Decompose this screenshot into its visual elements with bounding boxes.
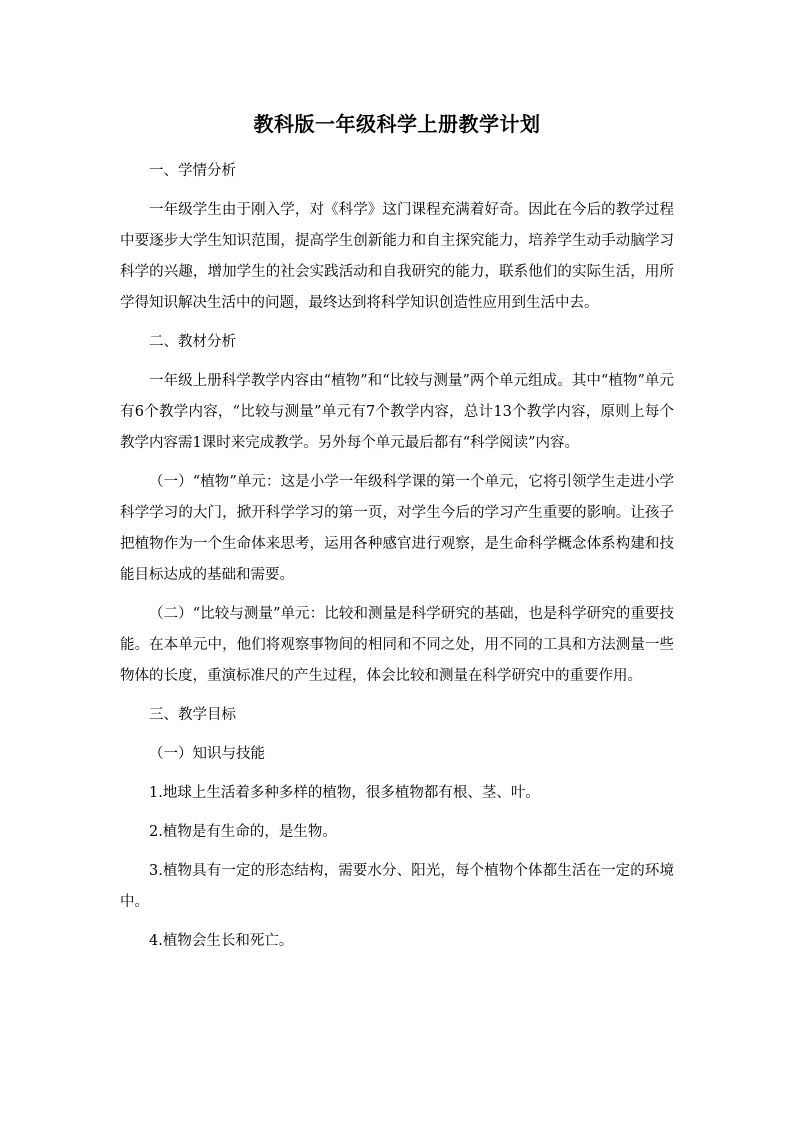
list-item: 4.植物会生长和死亡。 bbox=[149, 933, 294, 949]
paragraph-learner-analysis: 一年级学生由于刚入学，对《科学》这门课程充满着好奇。因此在今后的教学过程中要逐步大学生知识范围，提高学生创新能力和自主探究能力，培养学生动手动脑学习科学的兴趣，增加学生的社会实践活动和自我研究的能力，联系他们的实际生活，用所学得知识解决生活中的问题，最终达到将科学知识创造性应用到生活中去。 bbox=[120, 202, 674, 311]
paragraph-measurement-unit: （二）“比较与测量”单元：比较和测量是科学研究的基础，也是科学研究的重要技能。在本单元中，他们将观察事物间的相同和不同之处，用不同的工具和方法测量一些物体的长度，重演标准尺的产生过程，体会比较和测量在科学研究中的重要作用。 bbox=[120, 606, 674, 684]
list-item: 2.植物是有生命的，是生物。 bbox=[149, 824, 337, 840]
section-heading-textbook-analysis: 二、教材分析 bbox=[149, 334, 236, 350]
document-content bbox=[120, 106, 674, 965]
paragraph-plants-unit: （一）“植物”单元：这是小学一年级科学课的第一个单元，它将引领学生走进小学科学学习的大门，掀开科学学习的第一页，对学生今后的学习产生重要的影响。让孩子把植物作为一个生命体来思考，运用各种感官进行观察，是生命科学概念体系构建和技能目标达成的基础和需要。 bbox=[120, 474, 674, 583]
subsection-heading-knowledge-skills: （一）知识与技能 bbox=[149, 746, 265, 762]
section-heading-learner-analysis: 一、学情分析 bbox=[149, 163, 236, 179]
document-title: 教科版一年级科学上册教学计划 bbox=[253, 112, 541, 136]
list-item: 3.植物具有一定的形态结构，需要水分、阳光，每个植物个体都生活在一定的环境中。 bbox=[120, 863, 674, 910]
paragraph-textbook-overview: 一年级上册科学教学内容由“植物”和“比较与测量”两个单元组成。其中“植物”单元有6个教学内容，“比较与测量”单元有7个教学内容，总计13个教学内容，原则上每个教学内容需1课时来完成教学。另外每个单元最后都有“科学阅读”内容。 bbox=[120, 373, 674, 451]
list-item: 1.地球上生活着多种多样的植物，很多植物都有根、茎、叶。 bbox=[149, 785, 540, 801]
section-heading-teaching-goals: 三、教学目标 bbox=[149, 707, 236, 723]
